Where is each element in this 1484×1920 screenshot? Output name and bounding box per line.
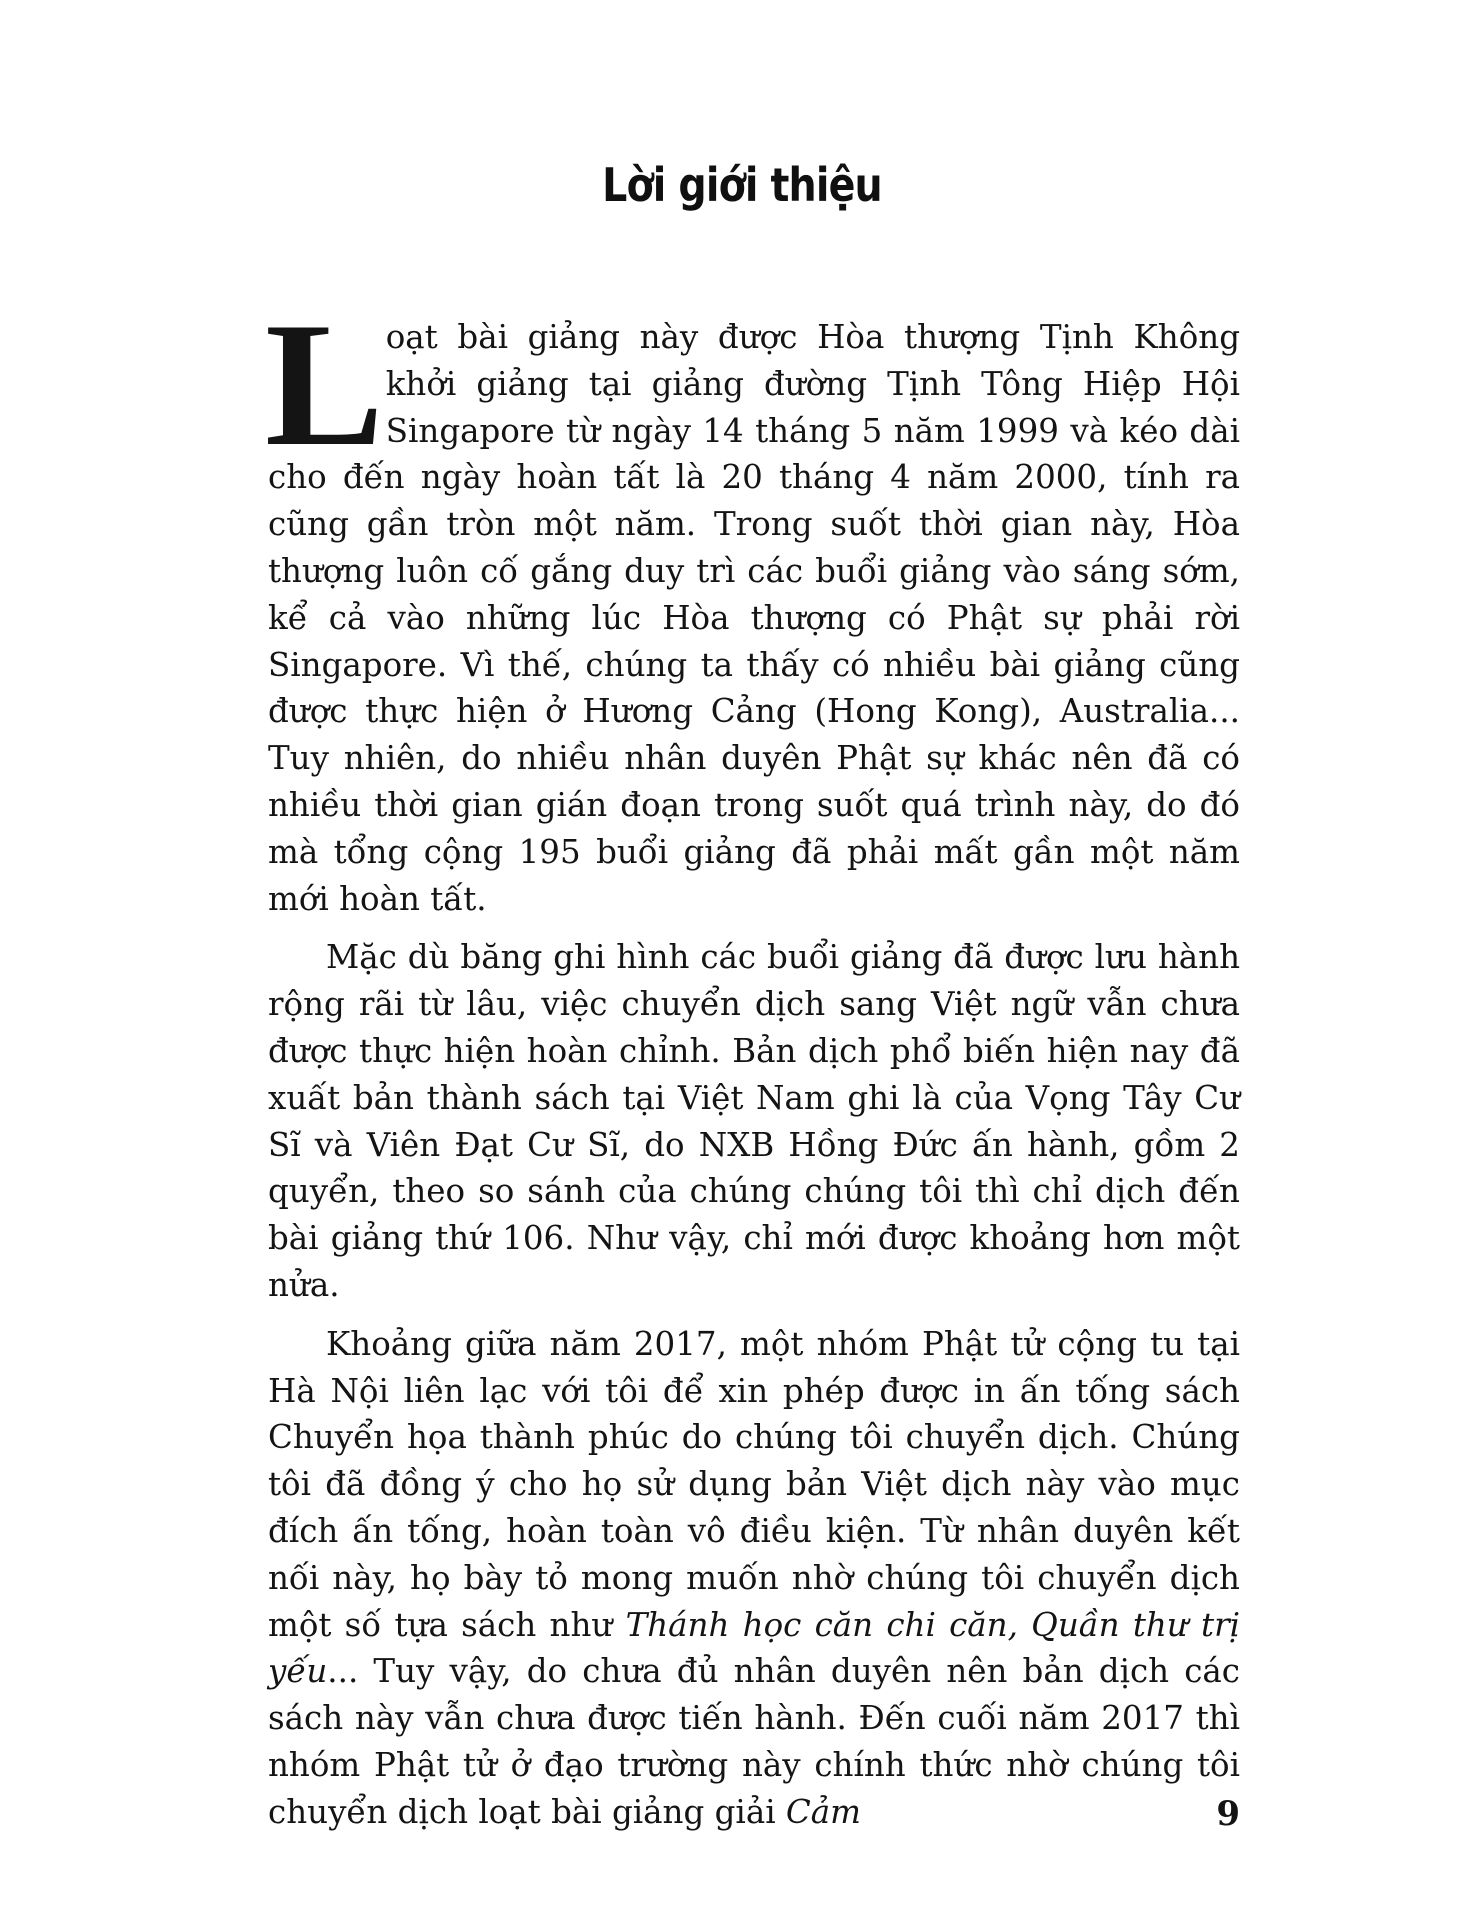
page-number: 9 (1216, 1794, 1240, 1834)
paragraph-2 (268, 934, 1240, 1308)
paragraph-3-text-middle: ... Tuy vậy, do chưa đủ nhân duyên nên bản dịch các sách này vẫn chưa được tiến hành. Đến cuối năm 2017 thì nhóm Phật tử ở đạo trường này chính thức nhờ chúng tôi chuyển dịch loạt bài giảng giải (268, 1652, 1240, 1831)
italic-continued-title: Cảm (785, 1792, 861, 1831)
page-title: Lời giới thiệu (602, 158, 882, 212)
paragraph-1-text: oạt bài giảng này được Hòa thượng Tịnh Không khởi giảng tại giảng đường Tịnh Tông Hiệp Hội Singapore từ ngày 14 tháng 5 năm 1999 và kéo dài cho đến ngày hoàn tất là 20 tháng 4 năm 2000, tính ra cũng gần tròn một năm. Trong suốt thời gian này, Hòa thượng luôn cố gắng duy trì các buổi giảng vào sáng sớm, kể cả vào những lúc Hòa thượng có Phật sự phải rời Singapore. Vì thế, chúng ta thấy có nhiều bài giảng cũng được thực hiện ở Hương Cảng (Hong Kong), Australia... Tuy nhiên, do nhiều nhân duyên Phật sự khác nên đã có nhiều thời gian gián đoạn trong suốt quá trình này, do đó mà tổng cộng 195 buổi giảng đã phải mất gần một năm mới hoàn tất. (268, 318, 1240, 918)
paragraph-3 (268, 1321, 1240, 1836)
paragraph-2-text: Mặc dù băng ghi hình các buổi giảng đã được lưu hành rộng rãi từ lâu, việc chuyển dịch sang Việt ngữ vẫn chưa được thực hiện hoàn chỉnh. Bản dịch phổ biến hiện nay đã xuất bản thành sách tại Việt Nam ghi là của Vọng Tây Cư Sĩ và Viên Đạt Cư Sĩ, do NXB Hồng Đức ấn hành, gồm 2 quyển, theo so sánh của chúng chúng tôi thì chỉ dịch đến bài giảng thứ 106. Như vậy, chỉ mới được khoảng hơn một nửa. (268, 938, 1240, 1304)
drop-cap: L (265, 285, 384, 483)
body-text (265, 285, 1241, 1836)
paragraph-1 (265, 285, 1240, 922)
paragraph-3-text-start: Khoảng giữa năm 2017, một nhóm Phật tử cộng tu tại Hà Nội liên lạc với tôi để xin phép được in ấn tống sách Chuyển họa thành phúc do chúng tôi chuyển dịch. Chúng tôi đã đồng ý cho họ sử dụng bản Việt dịch này vào mục đích ấn tống, hoàn toàn vô điều kiện. Từ nhân duyên kết nối này, họ bày tỏ mong muốn nhờ chúng tôi chuyển dịch một số tựa sách như (268, 1324, 1240, 1644)
italic-book-titles: Thánh học căn chi căn, Quần thư trị yếu (268, 1605, 1241, 1691)
